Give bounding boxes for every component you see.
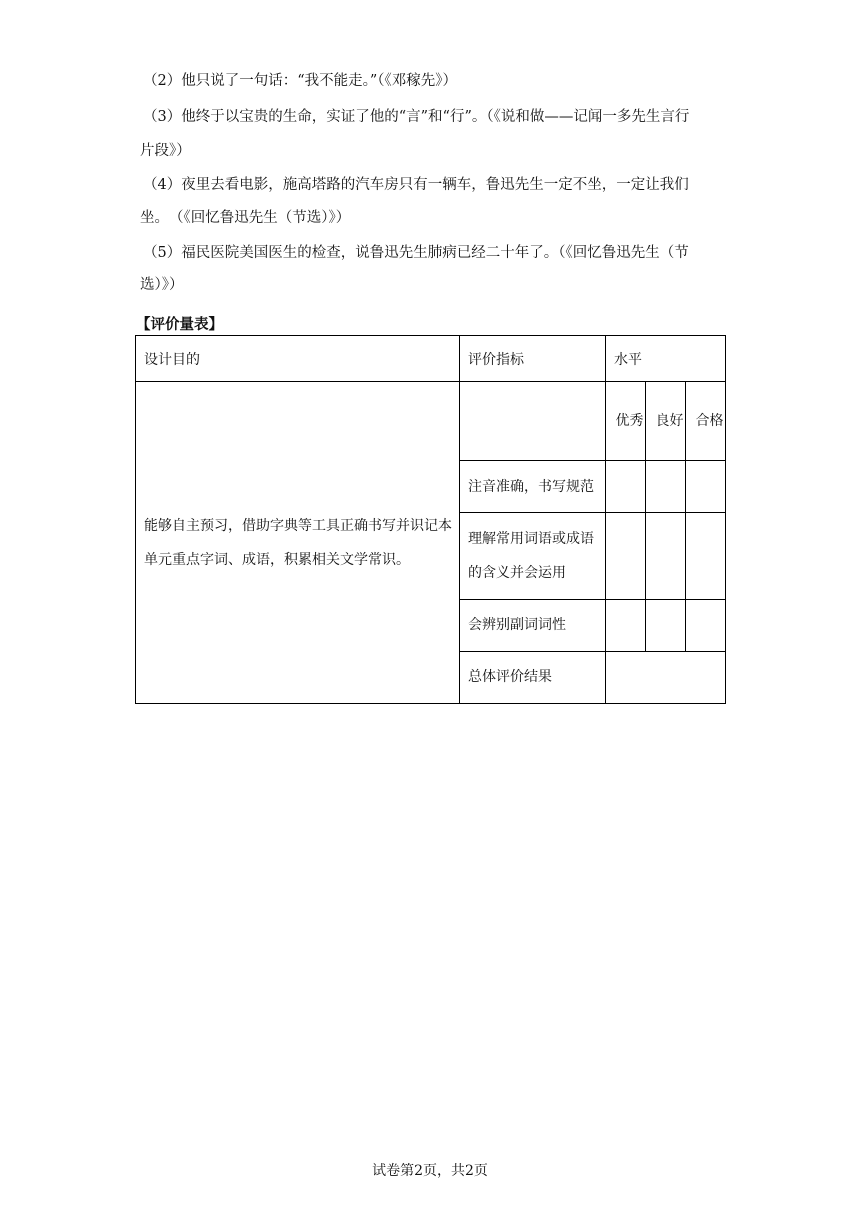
indicator-idiom: 理解常用词语或成语的含义并会运用 xyxy=(460,513,606,599)
overall-result-cell[interactable] xyxy=(606,651,726,703)
mark-cell[interactable] xyxy=(646,461,686,513)
item-5-cont: 选）》） xyxy=(140,277,184,293)
mark-cell[interactable] xyxy=(606,513,646,599)
header-goal: 设计目的 xyxy=(136,336,460,382)
indicator-pinyin: 注音准确，书写规范 xyxy=(460,461,606,513)
indicator-blank xyxy=(460,382,606,461)
page-footer: 试卷第2页，共2页 xyxy=(372,1163,488,1179)
goal-cell: 能够自主预习，借助字典等工具正确书写并识记本单元重点字词、成语，积累相关文学常识。 xyxy=(136,382,460,704)
item-4-cont: 坐。 （《回忆鲁迅先生（节选）》） xyxy=(140,210,351,226)
header-indicator: 评价指标 xyxy=(460,336,606,382)
rubric-table xyxy=(135,335,726,704)
mark-cell[interactable] xyxy=(686,599,726,651)
level-row xyxy=(136,382,726,461)
item-3-cont: 片段》） xyxy=(140,143,191,159)
mark-cell[interactable] xyxy=(646,599,686,651)
mark-cell[interactable] xyxy=(606,461,646,513)
item-3: （3）他终于以宝贵的生命，实证了他的“言”和“行”。（《说和做——记闻一多先生言行 xyxy=(143,109,690,125)
item-5: （5）福民医院美国医生的检查，说鲁迅先生肺病已经二十年了。（《回忆鲁迅先生（节 xyxy=(143,245,689,261)
item-4: （4）夜里去看电影，施高塔路的汽车房只有一辆车，鲁迅先生一定不坐，一定让我们 xyxy=(143,177,689,193)
overall-label: 总体评价结果 xyxy=(460,651,606,703)
mark-cell[interactable] xyxy=(686,513,726,599)
indicator-adverb: 会辨别副词词性 xyxy=(460,599,606,651)
header-level: 水平 xyxy=(606,336,726,382)
level-good: 良好 xyxy=(646,382,686,461)
rubric-heading: 【评价量表】 xyxy=(136,316,223,333)
header-row xyxy=(136,336,726,382)
item-2: （2）他只说了一句话：“我不能走。”（《邓稼先》） xyxy=(143,73,458,89)
level-excellent: 优秀 xyxy=(606,382,646,461)
mark-cell[interactable] xyxy=(606,599,646,651)
level-pass: 合格 xyxy=(686,382,726,461)
mark-cell[interactable] xyxy=(646,513,686,599)
mark-cell[interactable] xyxy=(686,461,726,513)
